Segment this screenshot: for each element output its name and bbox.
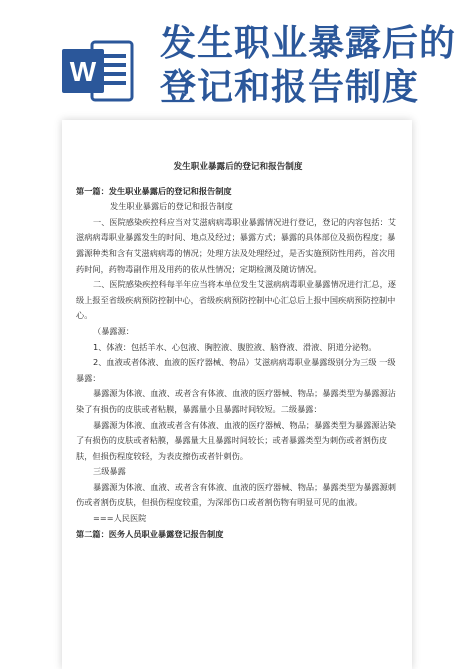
section-heading-2: 第二篇：医务人员职业暴露登记报告制度 bbox=[76, 528, 224, 539]
banner-title-line2: 登记和报告制度 bbox=[160, 67, 420, 108]
banner-title-line1: 发生职业暴露后的 bbox=[160, 23, 457, 64]
paragraph-5: 2、血液或者体液、血液的医疗器械、物品）艾滋病病毒职业暴露级别分为三级 一级暴露： bbox=[76, 357, 396, 383]
document-title: 发生职业暴露后的登记和报告制度 bbox=[173, 162, 303, 172]
banner-title bbox=[160, 22, 470, 110]
paragraph-3: （暴露源： bbox=[93, 325, 134, 336]
paragraph-7: 暴露源为体液、血液或者含有体液、血液的医疗器械、物品；暴露类型为暴露源沾染了有损伤的皮肤或者粘膜，暴露量大且暴露时间较长；或者暴露类型为刺伤或者割伤皮肤，但损伤程度较轻，为表皮擦伤或者针刺伤。 bbox=[76, 419, 396, 461]
svg-text:W: W bbox=[69, 56, 97, 87]
signature-line: ===人民医院 bbox=[93, 513, 147, 524]
word-document-icon bbox=[62, 40, 134, 102]
paragraph-2: 二、医院感染疾控科每半年应当将本单位发生艾滋病病毒职业暴露情况进行汇总，逐级上报至省级疾病预防控制中心，省级疾病预防控制中心汇总后上报中国疾病预防控制中心。 bbox=[76, 279, 396, 321]
section-heading-1: 第一篇：发生职业暴露后的登记和报告制度 bbox=[76, 185, 232, 196]
paragraph-6: 暴露源为体液、血液、或者含有体液、血液的医疗器械、物品；暴露类型为暴露源沾染了有损伤的皮肤或者粘膜，暴露量小且暴露时间较短。二级暴露： bbox=[76, 388, 396, 414]
paragraph-8: 三级暴露 bbox=[93, 466, 126, 477]
subheading: 发生职业暴露后的登记和报告制度 bbox=[110, 201, 233, 212]
paragraph-1: 一、医院感染疾控科应当对艾滋病病毒职业暴露情况进行登记，登记的内容包括：艾滋病病毒职业暴露发生的时间、地点及经过；暴露方式；暴露的具体部位及损伤程度；暴露源种类和含有艾滋病病毒的情况；处理方法及处理经过，是否实施预防性用药，首次用药时间，药物毒副作用及用药的依从性情况；定期检测及随访情况。 bbox=[76, 216, 396, 274]
document-body bbox=[76, 160, 400, 542]
document-page bbox=[62, 120, 412, 669]
paragraph-9: 暴露源为体液、血液、或者含有体液、血液的医疗器械、物品；暴露类型为暴露源刺伤或者割伤皮肤，但损伤程度较重，为深部伤口或者割伤物有明显可见的血液。 bbox=[76, 481, 396, 508]
header-banner bbox=[0, 0, 474, 120]
paragraph-4: 1、体液：包括羊水、心包液、胸腔液、腹腔液、脑脊液、滑液、阴道分泌物。 bbox=[93, 341, 377, 352]
